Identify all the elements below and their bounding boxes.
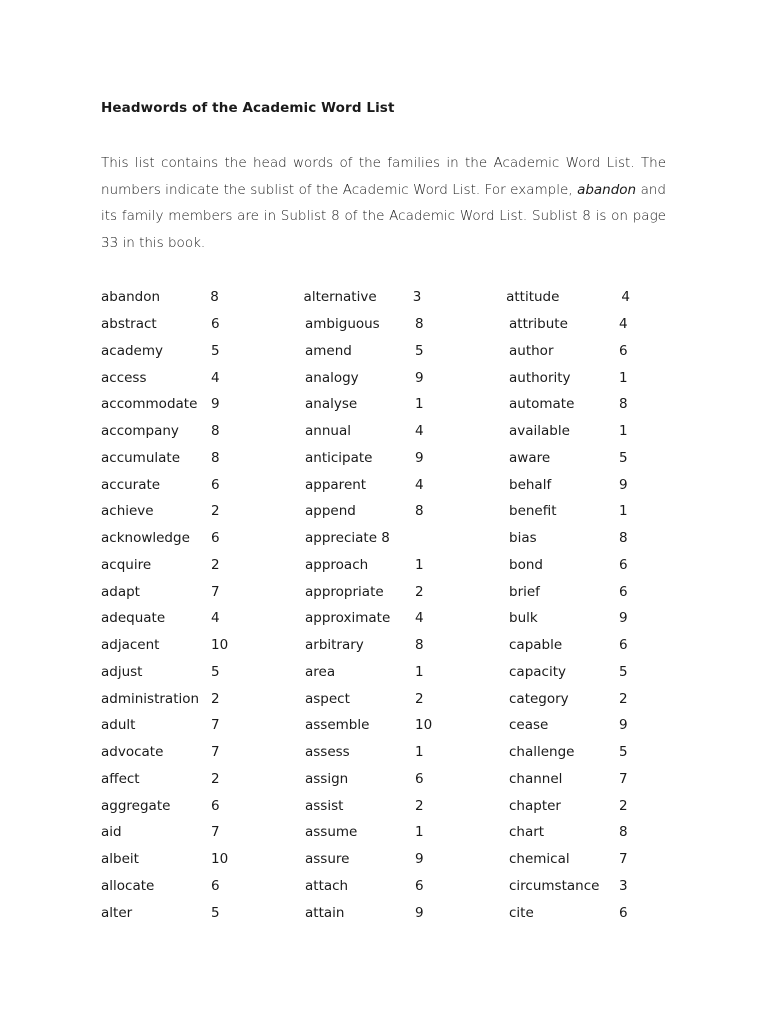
sublist-number: 7 bbox=[619, 851, 628, 868]
headword: approach bbox=[305, 556, 369, 573]
sublist-number: 3 bbox=[619, 877, 628, 894]
sublist-number: 6 bbox=[211, 476, 220, 493]
headword: assure bbox=[305, 851, 350, 868]
headword: aware bbox=[509, 449, 551, 466]
headword: adjacent bbox=[101, 637, 160, 654]
intro-paragraph bbox=[101, 150, 666, 257]
headword: acquire bbox=[101, 556, 152, 573]
sublist-number: 4 bbox=[621, 289, 630, 306]
headword: bond bbox=[509, 556, 543, 573]
sublist-number: 5 bbox=[619, 449, 628, 466]
word-row bbox=[101, 445, 661, 472]
sublist-number: 5 bbox=[619, 744, 628, 761]
headword: cease bbox=[509, 717, 549, 734]
sublist-number: 4 bbox=[619, 316, 628, 333]
headword: aspect bbox=[305, 690, 350, 707]
sublist-number: 5 bbox=[211, 663, 220, 680]
sublist-number: 8 bbox=[210, 289, 219, 306]
headword: allocate bbox=[101, 877, 155, 894]
headword: academy bbox=[101, 342, 163, 359]
sublist-number: 1 bbox=[619, 423, 628, 440]
sublist-number: 6 bbox=[211, 797, 220, 814]
headword: abandon bbox=[101, 289, 161, 306]
headword: bias bbox=[509, 530, 537, 547]
sublist-number: 8 bbox=[619, 824, 628, 841]
headword: accurate bbox=[101, 476, 161, 493]
sublist-number: 7 bbox=[619, 770, 628, 787]
headword: capable bbox=[509, 637, 563, 654]
headword: authority bbox=[509, 369, 571, 386]
word-row bbox=[101, 498, 661, 525]
headword: assemble bbox=[305, 717, 370, 734]
word-row bbox=[101, 632, 661, 659]
headword: albeit bbox=[101, 851, 139, 868]
headword: automate bbox=[509, 396, 575, 413]
sublist-number: 6 bbox=[415, 770, 424, 787]
sublist-number: 7 bbox=[211, 717, 220, 734]
headword: analogy bbox=[305, 369, 359, 386]
sublist-number: 2 bbox=[415, 797, 424, 814]
headword: accompany bbox=[101, 423, 179, 440]
word-row bbox=[101, 364, 661, 391]
sublist-number: 5 bbox=[211, 904, 220, 921]
headword: benefit bbox=[509, 503, 557, 520]
sublist-number: 2 bbox=[415, 690, 424, 707]
headword: area bbox=[305, 663, 336, 680]
word-row bbox=[101, 739, 661, 766]
word-row bbox=[101, 846, 661, 873]
sublist-number: 8 bbox=[211, 449, 220, 466]
headword: arbitrary bbox=[305, 637, 364, 654]
word-row bbox=[101, 525, 661, 552]
sublist-number: 2 bbox=[211, 556, 220, 573]
intro-text-part2: and its family members are in Sublist 8 of the Academic Word List. Sublist 8 is on page 33 in this book. bbox=[101, 181, 666, 252]
sublist-number: 5 bbox=[211, 342, 220, 359]
headword: administration bbox=[101, 690, 200, 707]
word-row bbox=[101, 578, 661, 605]
headword: approximate bbox=[305, 610, 391, 627]
word-row bbox=[101, 899, 661, 926]
sublist-number: 1 bbox=[619, 369, 628, 386]
sublist-number: 1 bbox=[415, 663, 424, 680]
headword: channel bbox=[509, 770, 563, 787]
headword: brief bbox=[509, 583, 540, 600]
word-list-table bbox=[101, 284, 661, 926]
headword: attribute bbox=[509, 316, 568, 333]
headword: aid bbox=[101, 824, 122, 841]
sublist-number: 3 bbox=[412, 289, 422, 306]
sublist-number: 9 bbox=[415, 904, 424, 921]
word-row bbox=[101, 391, 661, 418]
sublist-number: 6 bbox=[415, 877, 424, 894]
sublist-number: 9 bbox=[415, 369, 424, 386]
headword: append bbox=[305, 503, 356, 520]
sublist-number: 6 bbox=[211, 877, 220, 894]
word-row bbox=[101, 552, 661, 579]
sublist-number: 9 bbox=[415, 449, 424, 466]
word-row bbox=[101, 284, 661, 311]
word-row bbox=[101, 873, 661, 900]
headword: accommodate bbox=[101, 396, 198, 413]
headword: anticipate bbox=[305, 449, 373, 466]
headword: challenge bbox=[509, 744, 575, 761]
headword: apparent bbox=[305, 476, 367, 493]
headword: chapter bbox=[509, 797, 561, 814]
sublist-number: 7 bbox=[211, 583, 220, 600]
sublist-number: 9 bbox=[619, 717, 628, 734]
sublist-number: 4 bbox=[211, 369, 220, 386]
word-row bbox=[101, 338, 661, 365]
headword: assist bbox=[305, 797, 344, 814]
headword: available bbox=[509, 423, 570, 440]
headword: achieve bbox=[101, 503, 154, 520]
sublist-number: 2 bbox=[211, 690, 220, 707]
headword: attain bbox=[305, 904, 345, 921]
headword: adjust bbox=[101, 663, 143, 680]
sublist-number: 8 bbox=[415, 637, 424, 654]
sublist-number: 10 bbox=[211, 851, 229, 868]
headword: affect bbox=[101, 770, 140, 787]
sublist-number: 6 bbox=[619, 556, 628, 573]
word-row bbox=[101, 311, 661, 338]
headword: access bbox=[101, 369, 147, 386]
sublist-number: 8 bbox=[619, 396, 628, 413]
headword: accumulate bbox=[101, 449, 181, 466]
sublist-number: 2 bbox=[211, 770, 220, 787]
intro-example-word: abandon bbox=[577, 181, 637, 198]
sublist-number: 4 bbox=[415, 476, 424, 493]
headword: adequate bbox=[101, 610, 166, 627]
sublist-number: 6 bbox=[211, 316, 220, 333]
headword: behalf bbox=[509, 476, 552, 493]
headword: bulk bbox=[509, 610, 538, 627]
headword: assess bbox=[305, 744, 350, 761]
sublist-number: 7 bbox=[211, 824, 220, 841]
sublist-number: 2 bbox=[619, 690, 628, 707]
sublist-number: 4 bbox=[415, 423, 424, 440]
headword: adult bbox=[101, 717, 136, 734]
sublist-number: 4 bbox=[211, 610, 220, 627]
sublist-number: 6 bbox=[619, 342, 628, 359]
sublist-number: 6 bbox=[211, 530, 220, 547]
headword: assume bbox=[305, 824, 358, 841]
word-row bbox=[101, 659, 661, 686]
sublist-number: 10 bbox=[211, 637, 229, 654]
sublist-number: 7 bbox=[211, 744, 220, 761]
headword: acknowledge bbox=[101, 530, 190, 547]
page-title: Headwords of the Academic Word List bbox=[101, 100, 395, 116]
sublist-number: 8 bbox=[619, 530, 628, 547]
sublist-number: 5 bbox=[415, 342, 424, 359]
headword: category bbox=[509, 690, 569, 707]
headword: amend bbox=[305, 342, 352, 359]
sublist-number: 9 bbox=[619, 476, 628, 493]
sublist-number: 1 bbox=[415, 556, 424, 573]
word-row bbox=[101, 792, 661, 819]
headword: aggregate bbox=[101, 797, 171, 814]
sublist-number: 9 bbox=[211, 396, 220, 413]
headword: chart bbox=[509, 824, 545, 841]
headword: analyse bbox=[305, 396, 358, 413]
sublist-number: 6 bbox=[619, 904, 628, 921]
word-row bbox=[101, 605, 661, 632]
sublist-number: 2 bbox=[619, 797, 628, 814]
headword: attitude bbox=[506, 289, 560, 306]
headword: ambiguous bbox=[305, 316, 380, 333]
sublist-number: 1 bbox=[619, 503, 628, 520]
sublist-number: 10 bbox=[415, 717, 433, 734]
intro-text-part1: This list contains the head words of the families in the Academic Word List. The numbers indicate the sublist of the Academic Word List. For example, bbox=[101, 155, 666, 198]
sublist-number: 1 bbox=[415, 824, 424, 841]
sublist-number: 8 bbox=[211, 423, 220, 440]
sublist-number: 2 bbox=[211, 503, 220, 520]
headword: cite bbox=[509, 904, 534, 921]
sublist-number: 2 bbox=[415, 583, 424, 600]
sublist-number: 9 bbox=[415, 851, 424, 868]
word-row bbox=[101, 685, 661, 712]
headword: chemical bbox=[509, 851, 570, 868]
sublist-number: 5 bbox=[619, 663, 628, 680]
sublist-number: 1 bbox=[415, 744, 424, 761]
headword: circumstance bbox=[509, 877, 600, 894]
headword: adapt bbox=[101, 583, 140, 600]
sublist-number: 9 bbox=[619, 610, 628, 627]
sublist-number: 6 bbox=[619, 637, 628, 654]
word-row bbox=[101, 712, 661, 739]
sublist-number: 6 bbox=[619, 583, 628, 600]
headword: alter bbox=[101, 904, 133, 921]
word-row bbox=[101, 766, 661, 793]
headword: assign bbox=[305, 770, 349, 787]
word-row bbox=[101, 819, 661, 846]
sublist-number: 8 bbox=[415, 316, 424, 333]
headword: attach bbox=[305, 877, 349, 894]
headword: advocate bbox=[101, 744, 164, 761]
headword: author bbox=[509, 342, 554, 359]
sublist-number: 1 bbox=[415, 396, 424, 413]
headword: alternative bbox=[303, 289, 377, 306]
headword: appropriate bbox=[305, 583, 384, 600]
headword: abstract bbox=[101, 316, 157, 333]
headword: annual bbox=[305, 423, 351, 440]
sublist-number: 8 bbox=[415, 503, 424, 520]
word-row bbox=[101, 471, 661, 498]
headword: appreciate 8 bbox=[305, 530, 390, 547]
word-row bbox=[101, 418, 661, 445]
headword: capacity bbox=[509, 663, 566, 680]
sublist-number: 4 bbox=[415, 610, 424, 627]
